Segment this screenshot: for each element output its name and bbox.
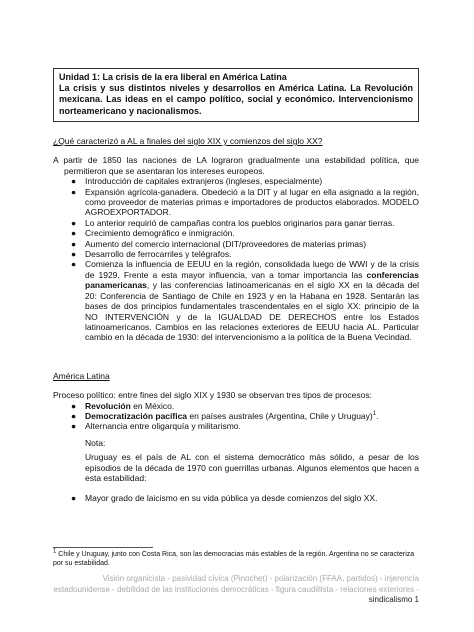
list-item: ● Crecimiento demográfico e inmigración.	[71, 228, 235, 239]
section-title: América Latina	[53, 370, 110, 381]
footnote-divider	[53, 547, 153, 548]
list-item: ● Expansión agrícola-ganadera. Obedeció a la DIT y al lugar en ella asignado a la región, como proveedor de materias primas e importadores de productos elaborados. MODELO AGROEXPORTADOR.	[71, 186, 419, 218]
list-item: ● Lo anterior requirió de campañas contra los pueblos originarios para ganar tierras.	[71, 217, 395, 228]
page-footer	[53, 574, 419, 606]
bullet-icon: ●	[71, 410, 77, 421]
bullet-icon: ●	[71, 249, 77, 260]
bullet-icon: ●	[71, 400, 77, 411]
footer-keywords: Visión organicista - pasividad cívica (Pinochet) - polarización (FFAA, partidos) - injerencia estadounidense - debilidad de las instituciones democráticas - figura caudillista - relaciones exteriores -	[53, 574, 419, 594]
unit-description: La crisis y sus distintos niveles y desarrollos en América Latina. La Revolución mexicana. Las ideas en el campo político, social y económico. Intervencionismo norteamericano y nacionalismos.	[59, 83, 413, 116]
footnote-ref[interactable]: 1	[372, 411, 377, 418]
unit-summary-box	[53, 68, 419, 122]
characteristics-list	[53, 176, 419, 343]
bullet-icon: ●	[71, 238, 77, 249]
list-item: ● Desarrollo de ferrocarriles y telégrafos.	[71, 249, 232, 260]
bullet-icon: ●	[71, 493, 77, 504]
bullet-icon: ●	[71, 421, 77, 432]
list-item: ● Introducción de capitales extranjeros (ingleses, especialmente)	[71, 176, 323, 187]
list-item: ● Democratización pacífica en países australes (Argentina, Chile y Uruguay)$^1$.	[71, 410, 379, 421]
bullet-icon: ●	[71, 228, 77, 239]
process-list	[53, 401, 419, 432]
bullet-icon: ●	[71, 186, 77, 197]
process-intro: Proceso político: entre fines del siglo XIX y 1930 se observan tres tipos de procesos:	[53, 390, 372, 401]
bullet-icon: ●	[71, 217, 77, 228]
note-text: Uruguay es el país de AL con el sistema democrático más sólido, a pesar de los episodios de la década de 1970 con guerrillas urbanas. Algunos elementos que hacen a esta estabilidad:	[85, 452, 419, 483]
footer-page-label: sindicalismo 1	[368, 595, 419, 605]
note-label: Nota:	[85, 437, 106, 448]
main-content	[53, 136, 419, 504]
list-item: ● Revolución en México.	[71, 400, 175, 411]
list-item: ● Alternancia entre oligarquía y militarismo.	[71, 421, 241, 432]
intro-paragraph: A partir de 1850 las naciones de LA lograron gradualmente una estabilidad política, que permitieron que se asentaran los intereses europeos.	[53, 155, 419, 176]
bullet-icon: ●	[71, 176, 77, 187]
list-item: ● Comienza la influencia de EEUU en la región, consolidada luego de WWI y de la crisis de 1929. Frente a esta mayor influencia, van a tomar importancia las conferencias panamericanas, y las conferencias latinoamericanas en el siglo XX en la década del 20: Conferencia de Santiago de Chile en 1923 y en la Habana en 1928. Sentarán las bases de dos principios fundamentales trascendentales en el siglo XX: principio de la NO INTERVENCIÓN y de la IGUALDAD DE DERECHOS entre los Estados latinoamericanos. Cambios en las relaciones exteriores de EEUU hacia AL. Particular cambio en la década de 1930: del intervencionismo a la política de la Buena Vecindad.	[71, 259, 419, 343]
footnote: $^1$ Chile y Uruguay, junto con Costa Rica, son las democracias más estables de la región. Argentina no se caracteriza por su estabilidad.	[53, 548, 415, 567]
bullet-icon: ●	[71, 259, 77, 270]
list-item: ● Mayor grado de laicismo en su vida pública ya desde comienzos del siglo XX.	[71, 493, 378, 504]
guiding-question: ¿Qué caracterizó a AL a finales del siglo XIX y comienzos del siglo XX?	[53, 136, 323, 146]
unit-title: Unidad 1: La crisis de la era liberal en América Latina	[59, 72, 287, 82]
bold-term: conferencias panamericanas	[85, 269, 419, 291]
list-item: ● Aumento del comercio internacional (DIT/proveedores de materias primas)	[71, 238, 367, 249]
note-list	[53, 493, 419, 503]
